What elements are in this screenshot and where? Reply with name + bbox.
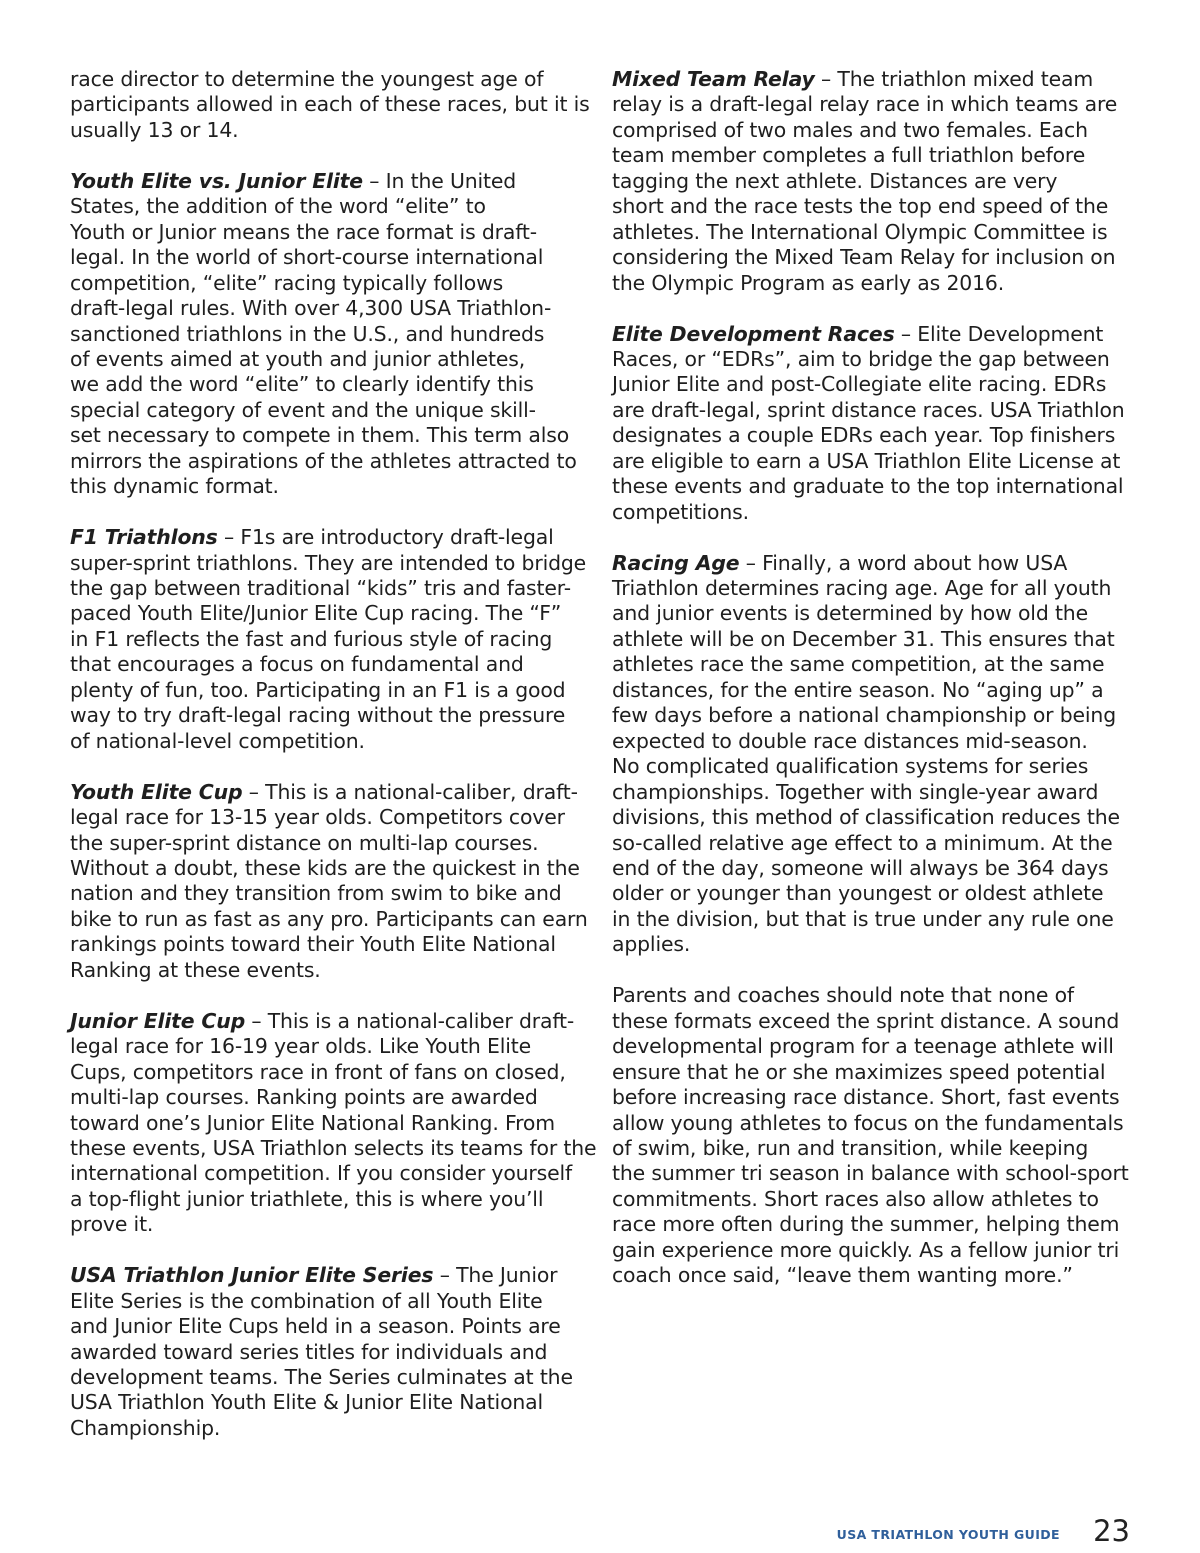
text-line: [612, 551, 1132, 576]
paragraph: [70, 67, 590, 143]
body-text: older or younger than youngest or oldest athlete: [612, 881, 1104, 906]
text-line: [612, 805, 1132, 830]
text-line: [612, 907, 1132, 932]
body-text: race more often during the summer, helping them: [612, 1212, 1120, 1237]
body-text: Championship.: [70, 1415, 221, 1440]
body-text: multi-lap courses. Ranking points are awarded: [70, 1085, 538, 1110]
text-line: [70, 958, 590, 983]
text-line: [612, 678, 1132, 703]
body-text: set necessary to compete in them. This term also: [70, 423, 570, 448]
text-line: [70, 1263, 590, 1288]
body-text: nation and they transition from swim to bike and: [70, 881, 562, 906]
body-text: Triathlon determines racing age. Age for all youth: [612, 576, 1112, 601]
body-text: Cups, competitors race in front of fans on closed,: [70, 1059, 566, 1084]
body-text: States, the addition of the word “elite” to: [70, 194, 486, 219]
body-text: designates a couple EDRs each year. Top finishers: [612, 423, 1116, 448]
text-line: [612, 1034, 1132, 1059]
text-line: [70, 1289, 590, 1314]
text-line: [70, 1314, 590, 1339]
body-text: development teams. The Series culminates at the: [70, 1365, 573, 1390]
text-line: [70, 1416, 590, 1441]
text-line: [612, 271, 1132, 296]
text-line: [70, 372, 590, 397]
body-text: few days before a national championship or being: [612, 703, 1116, 728]
footer-guide-title: USA TRIATHLON YOUTH GUIDE: [836, 1527, 1060, 1542]
text-line: [612, 1085, 1132, 1110]
text-line: [70, 220, 590, 245]
text-line: [70, 627, 590, 652]
left-text-column: [70, 67, 597, 1467]
body-text: usually 13 or 14.: [70, 117, 239, 142]
text-line: [70, 729, 590, 754]
text-line: [70, 1060, 590, 1085]
body-text: of national-level competition.: [70, 728, 365, 753]
text-line: [612, 245, 1132, 270]
section-term: Junior Elite Cup: [70, 1008, 246, 1033]
paragraph: [70, 525, 590, 754]
text-line: [612, 1136, 1132, 1161]
text-line: [612, 449, 1132, 474]
paragraph: [612, 322, 1132, 526]
text-line: [612, 1212, 1132, 1237]
body-text: legal race for 13-15 year olds. Competitors cover: [70, 805, 565, 830]
section-term: F1 Triathlons: [70, 525, 218, 550]
body-text: championships. Together with single-year award: [612, 779, 1099, 804]
text-line: [70, 1161, 590, 1186]
body-text: bike to run as fast as any pro. Participants can earn: [70, 906, 588, 931]
text-line: [70, 1212, 590, 1237]
page-footer: [0, 1512, 1200, 1552]
text-line: [612, 500, 1132, 525]
text-line: [612, 347, 1132, 372]
body-text: a top-flight junior triathlete, this is where you’ll: [70, 1186, 544, 1211]
body-text: the gap between traditional “kids” tris and faster-: [70, 576, 571, 601]
body-text: of events aimed at youth and junior athletes,: [70, 346, 526, 371]
text-line: [612, 372, 1132, 397]
text-line: [612, 856, 1132, 881]
body-text: – This is a national-caliber, draft-: [242, 779, 578, 804]
body-text: sanctioned triathlons in the U.S., and hundreds: [70, 321, 545, 346]
body-text: before increasing race distance. Short, fast events: [612, 1085, 1120, 1110]
text-line: [612, 627, 1132, 652]
body-text: plenty of fun, too. Participating in an F1 is a good: [70, 677, 566, 702]
text-line: [70, 856, 590, 881]
body-text: competition, “elite” racing typically follows: [70, 270, 504, 295]
body-text: Junior Elite and post-Collegiate elite racing. EDRs: [612, 372, 1107, 397]
text-line: [612, 932, 1132, 957]
right-text-column: [612, 67, 1132, 1314]
paragraph: [70, 169, 590, 500]
body-text: Races, or “EDRs”, aim to bridge the gap between: [612, 346, 1110, 371]
text-line: [70, 245, 590, 270]
body-text: legal race for 16-19 year olds. Like Youth Elite: [70, 1034, 532, 1059]
text-line: [70, 1340, 590, 1365]
text-line: [70, 1085, 590, 1110]
text-line: [612, 194, 1132, 219]
text-line: [70, 271, 590, 296]
body-text: draft-legal rules. With over 4,300 USA Triathlon-: [70, 296, 552, 321]
body-text: special category of event and the unique skill-: [70, 397, 536, 422]
text-line: [70, 169, 590, 194]
body-text: these events and graduate to the top international: [612, 474, 1124, 499]
body-text: USA Triathlon Youth Elite & Junior Elite National: [70, 1390, 544, 1415]
body-text: in F1 reflects the fast and furious style of racing: [70, 626, 553, 651]
text-line: [70, 322, 590, 347]
text-line: [612, 831, 1132, 856]
body-text: toward one’s Junior Elite National Ranking. From: [70, 1110, 555, 1135]
text-line: [70, 1034, 590, 1059]
body-text: – The Junior: [433, 1263, 558, 1288]
body-text: participants allowed in each of these races, but it is: [70, 92, 590, 117]
text-line: [70, 551, 590, 576]
body-text: of swim, bike, run and transition, while keeping: [612, 1135, 1089, 1160]
body-text: race director to determine the youngest age of: [70, 67, 544, 91]
text-line: [70, 67, 590, 92]
body-text: and junior events is determined by how old the: [612, 601, 1088, 626]
text-line: [70, 92, 590, 117]
body-text: international competition. If you consider yourself: [70, 1161, 573, 1186]
body-text: commitments. Short races also allow athletes to: [612, 1186, 1099, 1211]
text-line: [612, 601, 1132, 626]
body-text: – Elite Development: [894, 321, 1104, 346]
text-line: [612, 1060, 1132, 1085]
body-text: considering the Mixed Team Relay for inclusion on: [612, 245, 1116, 270]
text-line: [612, 169, 1132, 194]
body-text: rankings points toward their Youth Elite National: [70, 932, 556, 957]
text-line: [70, 780, 590, 805]
text-line: [612, 576, 1132, 601]
section-term: Elite Development Races: [612, 321, 895, 346]
text-line: [612, 652, 1132, 677]
text-line: [70, 678, 590, 703]
body-text: relay is a draft-legal relay race in which teams are: [612, 92, 1118, 117]
body-text: – The triathlon mixed team: [814, 67, 1094, 91]
body-text: – F1s are introductory draft-legal: [217, 525, 554, 550]
body-text: Ranking at these events.: [70, 957, 321, 982]
page-number: 23: [1093, 1514, 1130, 1548]
text-line: [70, 449, 590, 474]
text-line: [612, 1161, 1132, 1186]
text-line: [70, 881, 590, 906]
paragraph: [612, 551, 1132, 958]
text-line: [70, 1009, 590, 1034]
text-line: [612, 1263, 1132, 1288]
text-line: [70, 1365, 590, 1390]
paragraph: [70, 780, 590, 984]
body-text: No complicated qualification systems for series: [612, 754, 1089, 779]
text-line: [612, 703, 1132, 728]
text-line: [612, 983, 1132, 1008]
text-line: [70, 1390, 590, 1415]
text-line: [612, 729, 1132, 754]
body-text: athletes. The International Olympic Committee is: [612, 219, 1108, 244]
text-line: [70, 907, 590, 932]
body-text: the super-sprint distance on multi-lap courses.: [70, 830, 539, 855]
body-text: – This is a national-caliber draft-: [245, 1008, 575, 1033]
body-text: divisions, this method of classification reduces the: [612, 805, 1120, 830]
text-line: [70, 347, 590, 372]
text-line: [70, 296, 590, 321]
body-text: paced Youth Elite/Junior Elite Cup racing. The “F”: [70, 601, 562, 626]
body-text: expected to double race distances mid-season.: [612, 728, 1088, 753]
body-text: mirrors the aspirations of the athletes attracted to: [70, 448, 577, 473]
body-text: that encourages a focus on fundamental and: [70, 652, 524, 677]
text-line: [70, 831, 590, 856]
body-text: comprised of two males and two females. Each: [612, 117, 1088, 142]
body-text: the Olympic Program as early as 2016.: [612, 270, 1005, 295]
body-text: – Finally, a word about how USA: [739, 550, 1068, 575]
section-term: Racing Age: [612, 550, 740, 575]
text-line: [70, 398, 590, 423]
body-text: Parents and coaches should note that none of: [612, 983, 1074, 1008]
text-line: [612, 118, 1132, 143]
text-line: [70, 525, 590, 550]
section-term: USA Triathlon Junior Elite Series: [70, 1263, 434, 1288]
text-line: [70, 423, 590, 448]
text-line: [70, 932, 590, 957]
paragraph: [612, 67, 1132, 296]
text-line: [70, 118, 590, 143]
body-text: applies.: [612, 932, 691, 957]
body-text: and Junior Elite Cups held in a season. Points are: [70, 1314, 561, 1339]
body-text: end of the day, someone will always be 364 days: [612, 856, 1109, 881]
text-line: [70, 194, 590, 219]
text-line: [612, 780, 1132, 805]
body-text: in the division, but that is true under any rule one: [612, 906, 1114, 931]
section-term: Youth Elite vs. Junior Elite: [70, 168, 363, 193]
text-line: [70, 601, 590, 626]
body-text: we add the word “elite” to clearly identify this: [70, 372, 534, 397]
body-text: team member completes a full triathlon before: [612, 143, 1086, 168]
body-text: this dynamic format.: [70, 474, 279, 499]
paragraph: [612, 983, 1132, 1288]
text-line: [612, 92, 1132, 117]
text-line: [70, 1187, 590, 1212]
body-text: are eligible to earn a USA Triathlon Elite License at: [612, 448, 1121, 473]
body-text: Without a doubt, these kids are the quickest in the: [70, 856, 580, 880]
paragraph: [70, 1263, 590, 1441]
body-text: tagging the next athlete. Distances are very: [612, 168, 1058, 193]
body-text: super-sprint triathlons. They are intended to bridge: [70, 550, 587, 575]
body-text: ensure that he or she maximizes speed potential: [612, 1059, 1106, 1084]
body-text: prove it.: [70, 1212, 154, 1237]
text-line: [612, 754, 1132, 779]
body-text: athlete will be on December 31. This ensures that: [612, 626, 1115, 651]
body-text: distances, for the entire season. No “aging up” a: [612, 677, 1104, 702]
body-text: are draft-legal, sprint distance races. USA Triathlon: [612, 397, 1125, 422]
body-text: legal. In the world of short-course international: [70, 245, 544, 270]
body-text: these formats exceed the sprint distance. A sound: [612, 1008, 1120, 1033]
text-line: [612, 398, 1132, 423]
text-line: [612, 881, 1132, 906]
text-line: [612, 474, 1132, 499]
text-line: [70, 576, 590, 601]
text-line: [612, 220, 1132, 245]
body-text: – In the United: [362, 168, 517, 193]
body-text: Elite Series is the combination of all Youth Elite: [70, 1288, 543, 1313]
body-text: awarded toward series titles for individuals and: [70, 1339, 548, 1364]
section-term: Mixed Team Relay: [612, 67, 815, 91]
text-line: [70, 1111, 590, 1136]
text-line: [612, 143, 1132, 168]
text-line: [612, 1009, 1132, 1034]
body-text: these events, USA Triathlon selects its teams for the: [70, 1135, 597, 1160]
body-text: Youth or Junior means the race format is draft-: [70, 219, 537, 244]
text-line: [612, 67, 1132, 92]
text-line: [612, 423, 1132, 448]
text-line: [70, 805, 590, 830]
text-line: [70, 474, 590, 499]
text-line: [612, 1111, 1132, 1136]
body-text: the summer tri season in balance with school-sport: [612, 1161, 1129, 1186]
text-line: [70, 703, 590, 728]
text-line: [612, 1187, 1132, 1212]
body-text: athletes race the same competition, at the same: [612, 652, 1105, 677]
body-text: coach once said, “leave them wanting more.”: [612, 1263, 1073, 1288]
text-line: [70, 652, 590, 677]
text-line: [612, 1238, 1132, 1263]
text-line: [70, 1135, 597, 1161]
text-line: [612, 322, 1132, 347]
body-text: way to try draft-legal racing without the pressure: [70, 703, 566, 728]
body-text: so-called relative age effect to a minimum. At the: [612, 830, 1113, 855]
body-text: allow young athletes to focus on the fundamentals: [612, 1110, 1124, 1135]
paragraph: [70, 1008, 597, 1238]
body-text: short and the race tests the top end speed of the: [612, 194, 1109, 219]
body-text: developmental program for a teenage athlete will: [612, 1034, 1114, 1059]
body-text: competitions.: [612, 499, 749, 524]
body-text: gain experience more quickly. As a fellow junior tri: [612, 1237, 1120, 1262]
section-term: Youth Elite Cup: [70, 779, 243, 804]
